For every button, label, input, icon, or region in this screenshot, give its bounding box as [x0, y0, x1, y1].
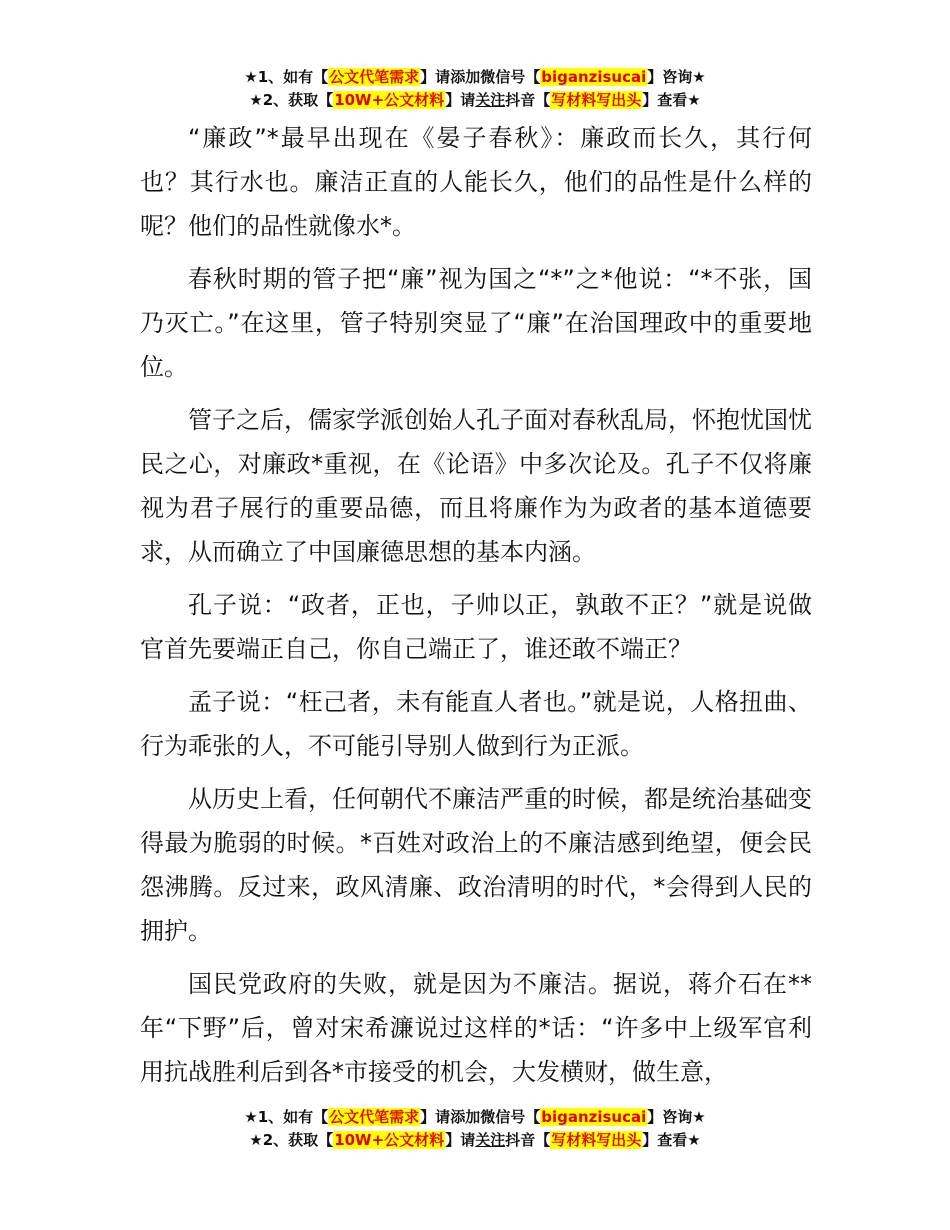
header-banner — [0, 66, 950, 112]
banner-text: 】查看★ — [642, 91, 701, 109]
banner-highlight: 10W+公文材料 — [334, 1131, 445, 1149]
paragraph: 管子之后，儒家学派创始人孔子面对春秋乱局，怀抱忧国忧民之心，对廉政*重视，在《论语》中多次论及。孔子不仅将廉视为君子展行的重要品德，而且将廉作为为政者的基本道德要求，从而确立了中国廉德思想的基本内涵。 — [140, 406, 812, 566]
banner-text: ★1、如有【 — [244, 68, 329, 86]
banner-text: 微信号【 — [480, 1108, 541, 1126]
document-body — [140, 116, 812, 1103]
paragraph: 国民党政府的失败，就是因为不廉洁。据说，蒋介石在**年“下野”后，曾对宋希濂说过这样的*话：“许多中上级军官利用抗战胜利后到各*市接受的机会，大发横财，做生意， — [140, 970, 812, 1086]
banner-text: 微信号【 — [480, 68, 541, 86]
header-banner-line-2 — [0, 89, 950, 112]
banner-highlight: 公文代笔需求 — [329, 1108, 420, 1126]
banner-text: 】请 — [445, 91, 476, 109]
header-banner-line-1 — [0, 66, 950, 89]
banner-text: 】请 — [445, 1131, 476, 1149]
banner-emphasis: 关注 — [475, 1131, 506, 1149]
banner-text: 】咨询★ — [647, 1108, 706, 1126]
banner-text: 】咨询★ — [647, 68, 706, 86]
banner-text: ★1、如有【 — [244, 1108, 329, 1126]
banner-douyin-id: 写材料写出头 — [551, 1131, 642, 1149]
banner-text: 抖音【 — [505, 1131, 551, 1149]
banner-wechat-id: biganzisucai — [541, 68, 647, 86]
banner-emphasis: 添加 — [450, 1108, 481, 1126]
banner-text: 】查看★ — [642, 1131, 701, 1149]
banner-highlight: 公文代笔需求 — [329, 68, 420, 86]
paragraph: 春秋时期的管子把“廉”视为国之“*”之*他说：“*不张，国乃灭亡。”在这里，管子特别突显了“廉”在治国理政中的重要地位。 — [140, 265, 812, 381]
banner-text: ★2、获取【 — [249, 1131, 334, 1149]
footer-banner-line-2 — [0, 1129, 950, 1152]
banner-emphasis: 关注 — [475, 91, 506, 109]
banner-highlight: 10W+公文材料 — [334, 91, 445, 109]
paragraph: 孟子说：“枉己者，未有能直人者也。”就是说，人格扭曲、行为乖张的人，不可能引导别人做到行为正派。 — [140, 688, 812, 760]
paragraph: 孔子说：“政者，正也，子帅以正，孰敢不正？”就是说做官首先要端正自己，你自己端正了，谁还敢不端正？ — [140, 591, 812, 663]
banner-emphasis: 添加 — [450, 68, 481, 86]
banner-wechat-id: biganzisucai — [541, 1108, 647, 1126]
footer-banner-line-1 — [0, 1106, 950, 1129]
banner-text: ★2、获取【 — [249, 91, 334, 109]
banner-text: 抖音【 — [505, 91, 551, 109]
paragraph: “廉政”*最早出现在《晏子春秋》：廉政而长久，其行何也？其行水也。廉洁正直的人能长久，他们的品性是什么样的呢？他们的品性就像水*。 — [140, 124, 812, 240]
footer-banner — [0, 1106, 950, 1152]
banner-douyin-id: 写材料写出头 — [551, 91, 642, 109]
banner-text: 】请 — [420, 68, 451, 86]
banner-text: 】请 — [420, 1108, 451, 1126]
paragraph: 从历史上看，任何朝代不廉洁严重的时候，都是统治基础变得最为脆弱的时候。*百姓对政治上的不廉洁感到绝望，便会民怨沸腾。反过来，政风清廉、政治清明的时代，*会得到人民的拥护。 — [140, 785, 812, 945]
